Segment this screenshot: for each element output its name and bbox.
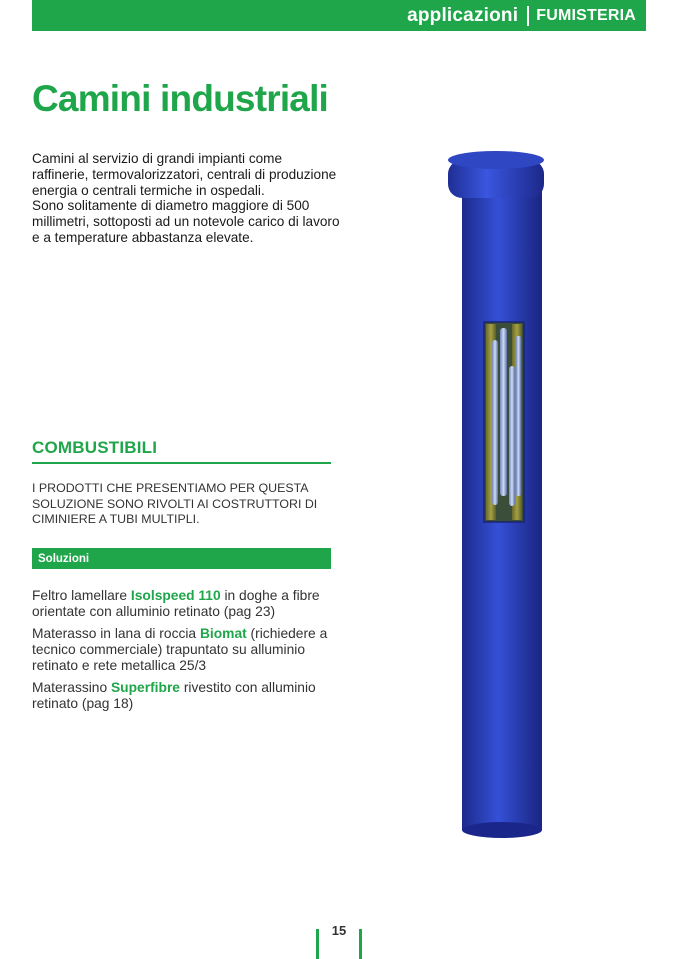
solution-text: Feltro lamellare xyxy=(32,588,131,603)
product-name: Isolspeed 110 xyxy=(130,588,221,603)
solution-text: Materasso in lana di roccia xyxy=(32,626,200,641)
solution-text: (richiedere a tecnico commerciale) trapuntato su alluminio retinato e rete metallica 25/3 xyxy=(32,626,328,673)
solution-item xyxy=(32,680,352,712)
page-number-block xyxy=(316,921,362,959)
solutions-list xyxy=(32,588,352,718)
page-title: Camini industriali xyxy=(32,78,329,119)
product-name: Biomat xyxy=(199,626,247,641)
intro-paragraph: Sono solitamente di diametro maggiore di 500 millimetri, sottoposti ad un notevole carico di lavoro e a temperature abbastanza elevate. xyxy=(32,198,340,245)
page-number: 15 xyxy=(331,923,347,938)
combustibili-heading: COMBUSTIBILI xyxy=(32,438,158,457)
header-category-label: FUMISTERIA xyxy=(536,6,636,24)
chimney-cap xyxy=(448,151,544,198)
solution-item xyxy=(32,626,352,674)
page-number-bar-right xyxy=(359,929,362,959)
chimney-illustration xyxy=(440,140,580,900)
intro-text xyxy=(32,151,342,246)
solution-text: in doghe a fibre orientate con alluminio retinato (pag 23) xyxy=(32,588,320,619)
header-separator xyxy=(527,6,529,26)
header-bar xyxy=(32,0,646,31)
chimney-cutaway xyxy=(484,322,524,522)
combustibili-text: I PRODOTTI CHE PRESENTIAMO PER QUESTA SOLUZIONE SONO RIVOLTI AI COSTRUTTORI DI CIMINIERE A TUBI MULTIPLI. xyxy=(32,481,318,527)
section-divider xyxy=(32,462,331,464)
product-name: Superfibre xyxy=(110,680,180,695)
intro-paragraph: Camini al servizio di grandi impianti come raffinerie, termovalorizzatori, centrali di produzione energia o centrali termiche in ospedali. xyxy=(32,151,337,198)
soluzioni-bar xyxy=(32,548,331,569)
solution-text: rivestito con alluminio retinato (pag 18) xyxy=(32,680,316,711)
solution-text: Materassino xyxy=(32,680,111,695)
solution-item xyxy=(32,588,352,620)
header-section-label: applicazioni xyxy=(407,4,519,26)
soluzioni-label: Soluzioni xyxy=(38,552,90,565)
